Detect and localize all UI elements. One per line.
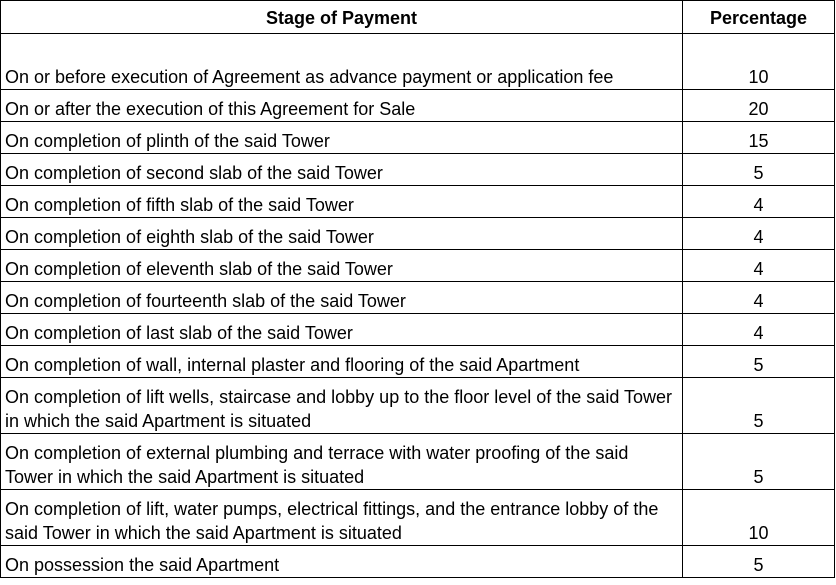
table-row — [1, 186, 835, 218]
stage-cell: On or after the execution of this Agreement for Sale — [1, 90, 683, 122]
table-row — [1, 250, 835, 282]
percentage-cell: 5 — [683, 346, 835, 378]
table-row — [1, 314, 835, 346]
percentage-cell: 4 — [683, 282, 835, 314]
table-row — [1, 90, 835, 122]
stage-cell: On or before execution of Agreement as advance payment or application fee — [1, 34, 683, 90]
stage-cell: On completion of lift wells, staircase and lobby up to the floor level of the said Tower in which the said Apartment is situated — [1, 378, 683, 434]
table-row — [1, 218, 835, 250]
table-header-row — [1, 1, 835, 34]
percentage-cell: 5 — [683, 434, 835, 490]
percentage-cell: 4 — [683, 218, 835, 250]
percentage-cell: 10 — [683, 490, 835, 546]
stage-cell: On completion of last slab of the said Tower — [1, 314, 683, 346]
stage-cell: On completion of fifth slab of the said Tower — [1, 186, 683, 218]
stage-cell: On completion of second slab of the said Tower — [1, 154, 683, 186]
percentage-cell: 10 — [683, 34, 835, 90]
stage-cell: On completion of lift, water pumps, electrical fittings, and the entrance lobby of the said Tower in which the said Apartment is situated — [1, 490, 683, 546]
stage-cell: On completion of fourteenth slab of the said Tower — [1, 282, 683, 314]
table-row — [1, 490, 835, 546]
percentage-cell: 5 — [683, 154, 835, 186]
percentage-cell: 4 — [683, 250, 835, 282]
table-row — [1, 122, 835, 154]
table-row — [1, 346, 835, 378]
stage-cell: On completion of eleventh slab of the said Tower — [1, 250, 683, 282]
percentage-cell: 5 — [683, 546, 835, 578]
percentage-cell: 4 — [683, 314, 835, 346]
stage-cell: On completion of external plumbing and terrace with water proofing of the said Tower in which the said Apartment is situated — [1, 434, 683, 490]
stage-cell: On completion of eighth slab of the said Tower — [1, 218, 683, 250]
table-body — [1, 34, 835, 578]
stage-cell: On possession the said Apartment — [1, 546, 683, 578]
header-stage-of-payment: Stage of Payment — [1, 1, 683, 34]
stage-cell: On completion of plinth of the said Tower — [1, 122, 683, 154]
table-row — [1, 282, 835, 314]
table-row — [1, 154, 835, 186]
table-row — [1, 434, 835, 490]
percentage-cell: 15 — [683, 122, 835, 154]
table-row — [1, 34, 835, 90]
table-row — [1, 378, 835, 434]
stage-cell: On completion of wall, internal plaster and flooring of the said Apartment — [1, 346, 683, 378]
percentage-cell: 5 — [683, 378, 835, 434]
table-row — [1, 546, 835, 578]
header-percentage: Percentage — [683, 1, 835, 34]
percentage-cell: 20 — [683, 90, 835, 122]
percentage-cell: 4 — [683, 186, 835, 218]
